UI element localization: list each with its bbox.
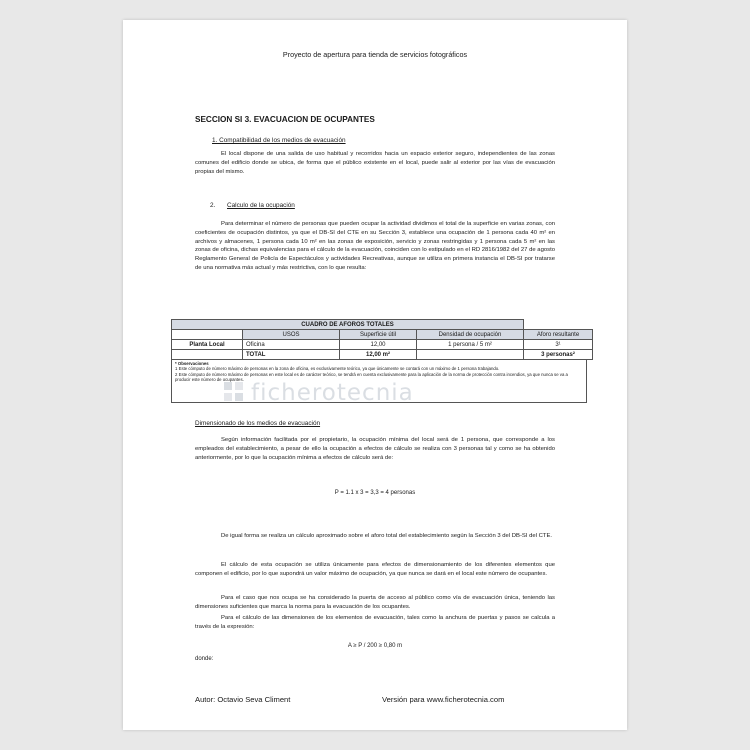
subsection-1-title: 1. Compatibilidad de los medios de evacuación [212,137,346,144]
section-title: SECCION SI 3. EVACUACION DE OCUPANTES [195,115,375,124]
paragraph-expression-text: Para el cálculo de las dimensiones de los elementos de evacuación, tales como la anchura de puertas y pasos se calcula a través de la expresión: [195,615,555,630]
footer-version: Versión para www.ficherotecnia.com [382,695,505,704]
subsection-3-title: Dimensionado de los medios de evacuación [195,420,321,427]
table-title: CUADRO DE AFOROS TOTALES [172,320,524,330]
paragraph-aforo-text: De igual forma se realiza un cálculo aproximado sobre el aforo total del establecimiento según la Sección 3 del DB-SI del CTE. [221,533,553,539]
table-corner-cell [172,330,243,340]
total-aforo: 3 personas² [524,350,593,360]
paragraph-occupancy-text: Para determinar el número de personas que pueden ocupar la actividad dividimos el total de la superficie en varias zonas, con coeficientes de ocupación distintos, ya que el DB-SI del CTE en su Sección 3, establece una ocupación de 1 persona cada 40 m² en archivos y almacenes, 1 persona cada 10 m² en las zonas de exposición, servicio y zonas restringidas y 1 persona cada 5 m² en las zonas de oficina, dichas equivalencias para el cálculo de la evacuación, coinciden con lo estipulado en el RD 2816/1982 del 27 de agosto Reglamento General de Policía de Espectáculos y actividades Recreativas, aunque se utiliza en primera instancia el DB-SI por tratarse de una normativa más actual y más restrictiva, con lo que resulta: [195,221,555,271]
paragraph-expression [195,614,555,632]
table-header-usos: USOS [243,330,340,340]
document-page [123,20,627,730]
paragraph-dimensioning [195,436,555,462]
paragraph-occupancy [195,220,555,273]
subsection-2-number: 2. [210,202,216,209]
cell-aforo: 3¹ [524,340,593,350]
paragraph-compatibility-text: El local dispone de una salida de uso habitual y recorridos hacia un espacio exterior seguro, independientes de las zonas comunes del edificio donde se ubica, de forma que el público existente en el local, puede salir al exterior por las vías de evacuación propias del mismo. [195,151,555,175]
paragraph-compatibility [195,150,555,176]
table-header-density: Densidad de ocupación [417,330,524,340]
paragraph-dimensioning-text: Según información facilitada por el propietario, la ocupación mínima del local será de 1 persona, que corresponde a los empleados del establecimiento, a pesar de ello la ocupación a efectos de cálculo se realiza con 3 personas tal y como se ha obtenido anteriormente, por lo que la ocupación mínima a efectos de cálculo será de: [195,437,555,461]
paragraph-aforo [195,532,555,541]
donde-label: donde: [195,656,214,662]
observation-note-1: 1 Este cómputo de número máximo de personas en la zona de oficina, es exclusivamente teórico, ya que únicamente se contará con un máximo de 1 persona trabajando. [175,366,500,372]
total-density-empty [417,350,524,360]
formula-occupancy: P = 1.1 x 3 = 3,3 = 4 personas [334,490,416,496]
paragraph-evacuation-door [195,594,555,612]
watermark-logo-icon [223,381,245,403]
occupancy-table [171,319,593,360]
cell-use: Oficina [243,340,340,350]
paragraph-calculation-use-text: El cálculo de esta ocupación se utiliza únicamente para efectos de dimensionamiento de los diferentes elementos que componen el edificio, por lo que supondrá un valor máximo de ocupación, ya que nunca se dará en el local este número de ocupantes. [195,562,555,577]
subsection-2-title: Calculo de la ocupación [227,202,295,209]
table-header-surface: Superficie útil [340,330,417,340]
observation-note-2: 2 Este cómputo de número máximo de personas en este local es de carácter teórico, se tendrá en cuenta exclusivamente para la aplicación de la norma de protección contra incendios, ya que nunca se va a producir este número de ocupantes. [175,371,568,383]
table-total-row [172,350,593,360]
table-row [172,340,593,350]
formula-width: A ≥ P / 200 ≥ 0,80 m [347,643,403,649]
footer-author: Autor: Octavio Seva Climent [195,695,291,704]
table-header-aforo: Aforo resultante [524,330,593,340]
page-header: Proyecto de apertura para tienda de servicios fotográficos [282,50,468,59]
watermark-text: ficherotecnia [251,380,414,406]
row-label: Planta Local [172,340,243,350]
cell-density: 1 persona / 5 m² [417,340,524,350]
total-empty-cell [172,350,243,360]
cell-surface: 12,00 [340,340,417,350]
paragraph-calculation-use [195,561,555,579]
paragraph-evacuation-door-text: Para el caso que nos ocupa se ha considerado la puerta de acceso al público como vía de evacuación única, teniendo las dimensiones suficientes que marca la norma para la evacuación de los ocupantes. [195,595,555,610]
total-surface: 12,00 m² [340,350,417,360]
observations-title: * Observaciones [175,361,209,366]
total-label: TOTAL [243,350,340,360]
